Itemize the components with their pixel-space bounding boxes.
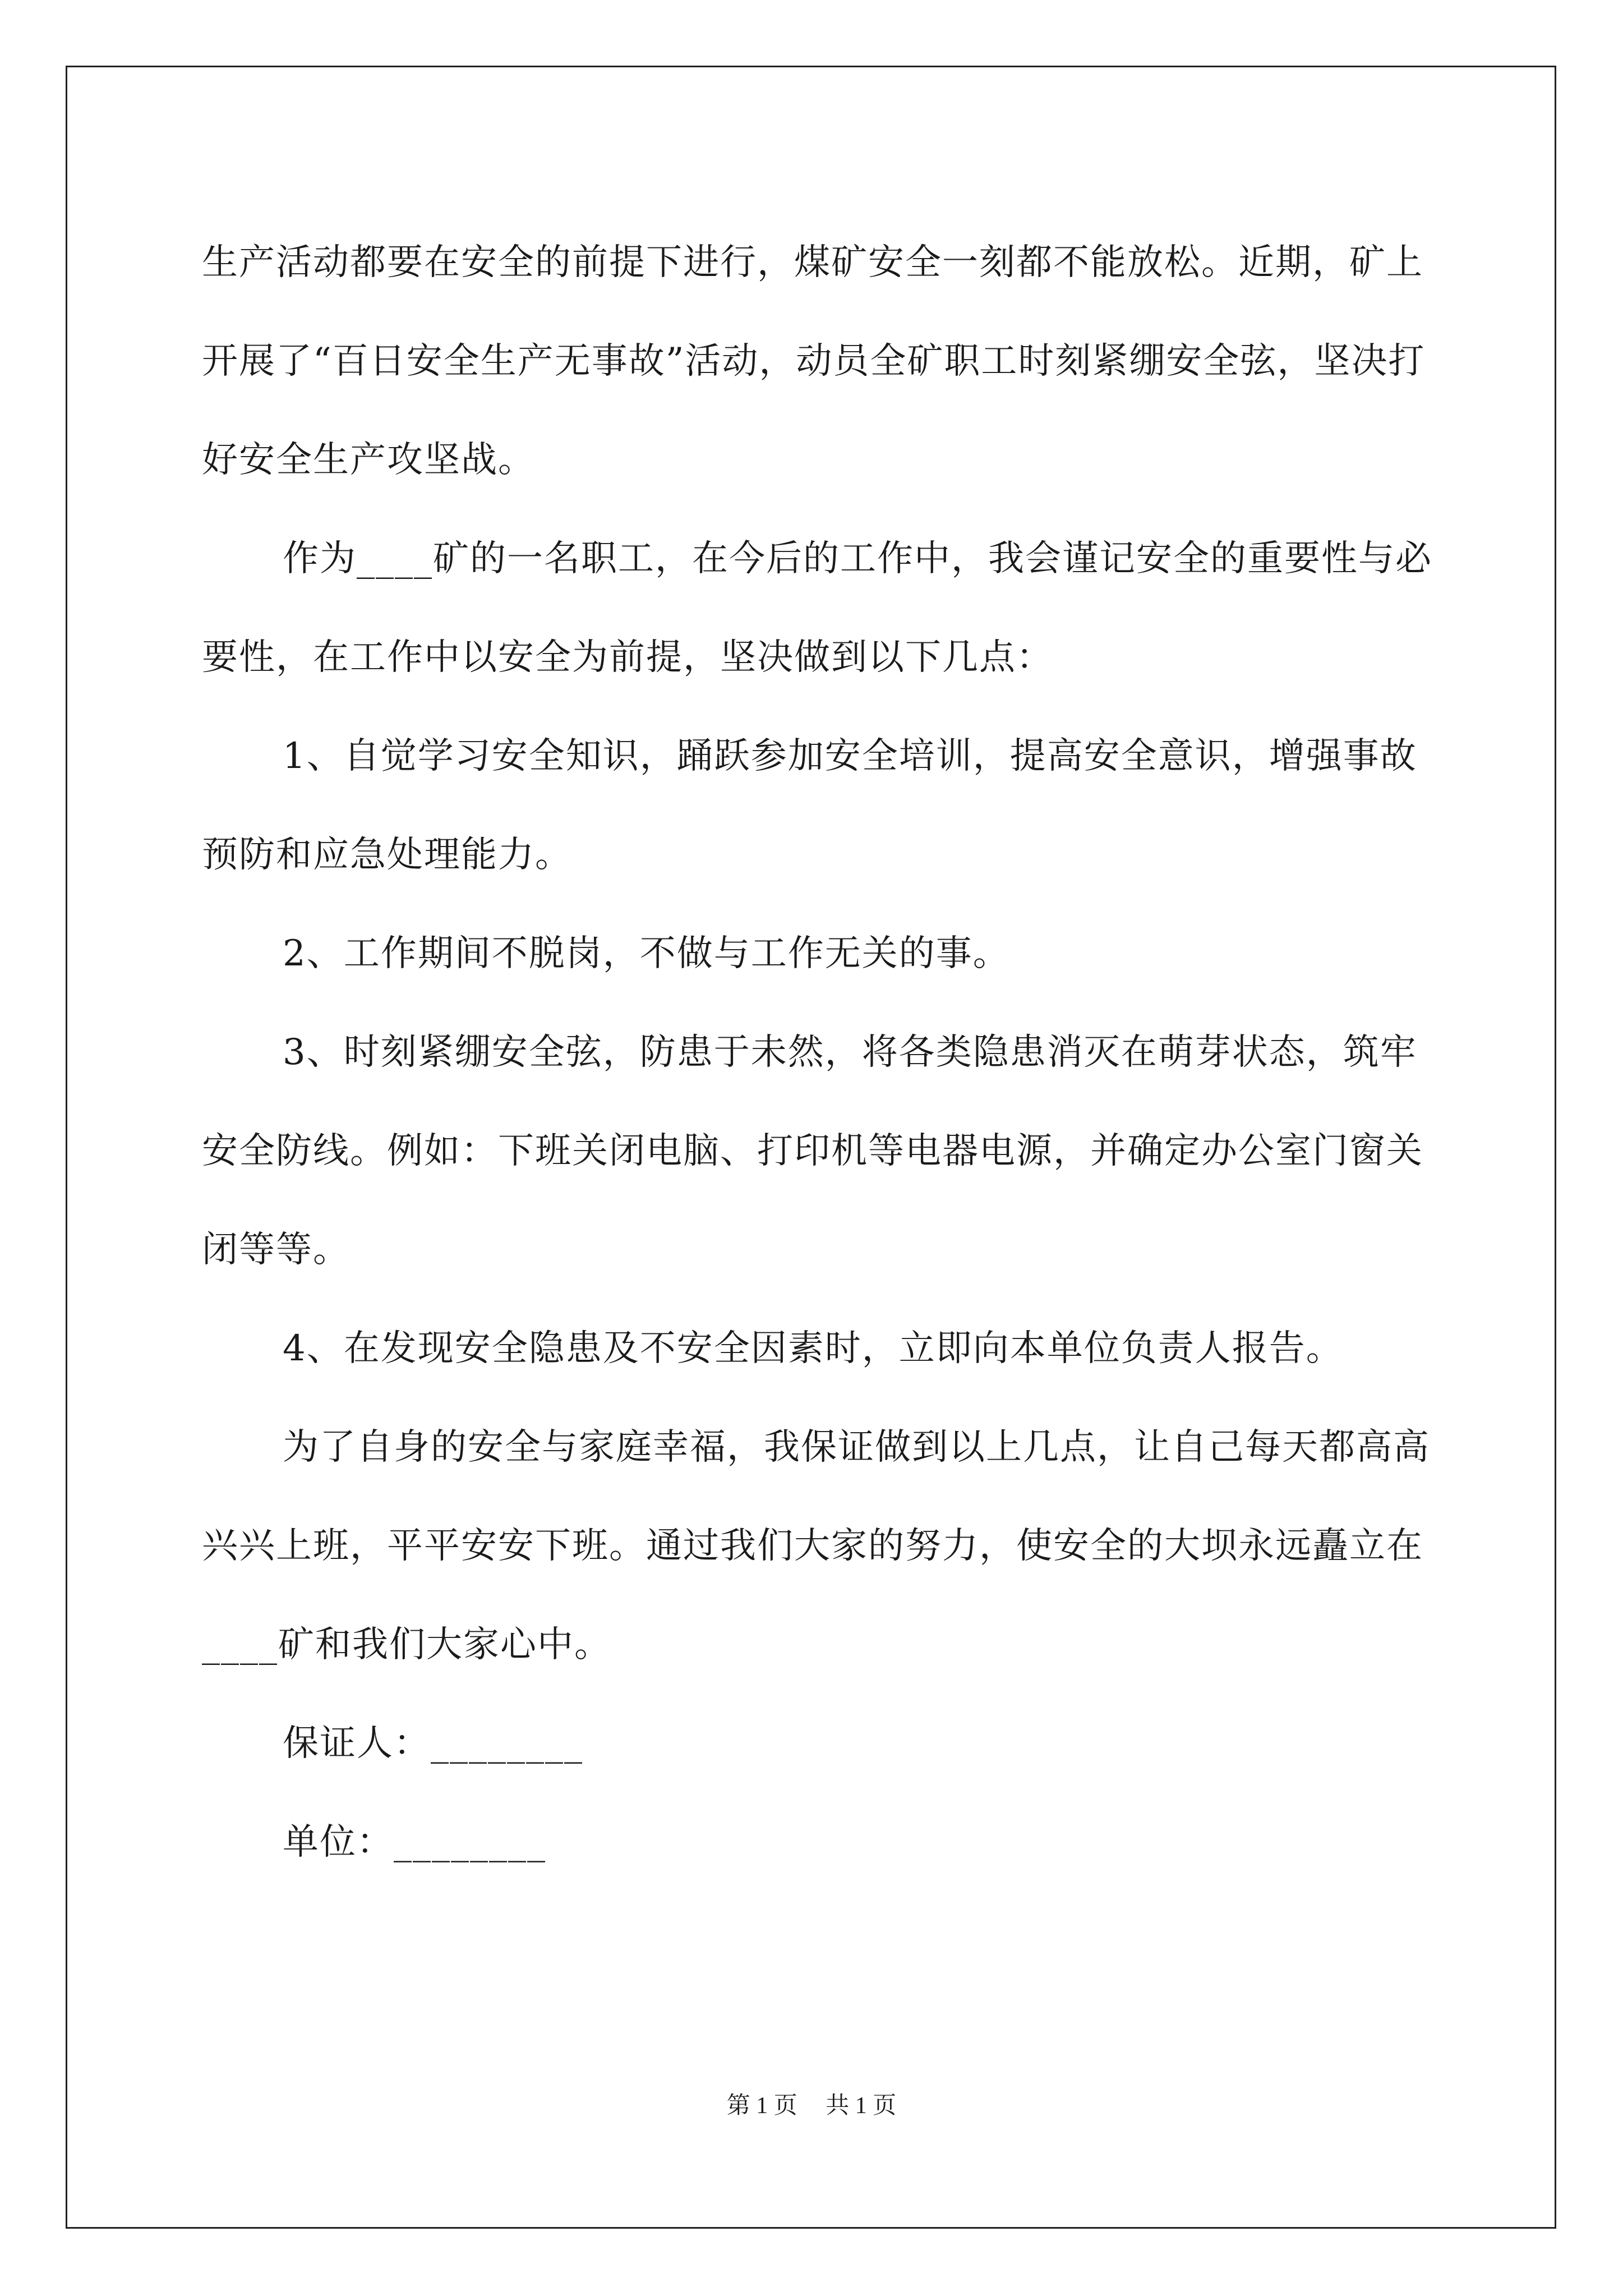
page-total: 共 1 页	[826, 2093, 897, 2119]
paragraph-6: 4、在发现安全隐患及不安全因素时，立即向本单位负责人报告。	[283, 1328, 1343, 1369]
page-number: 第 1 页	[726, 2093, 797, 2119]
unit-line: 单位：________	[283, 1821, 546, 1863]
paragraph-4: 2、工作期间不脱岗，不做与工作无关的事。	[283, 933, 1010, 974]
paragraph-5: 3、时刻紧绷安全弦，防患于未然，将各类隐患消灭在萌芽状态，筑牢安全防线。例如：下班关闭电脑、打印机等电器电源，并确定办公室门窗关闭等等。	[202, 1032, 1423, 1271]
paragraph-2: 作为____矿的一名职工，在今后的工作中，我会谨记安全的重要性与必要性，在工作中以安全为前提，坚决做到以下几点：	[202, 538, 1432, 678]
paragraph-3: 1、自觉学习安全知识，踊跃参加安全培训，提高安全意识，增强事故预防和应急处理能力。	[202, 735, 1417, 876]
paragraph-7: 为了自身的安全与家庭幸福，我保证做到以上几点，让自己每天都高高兴兴上班，平平安安下班。通过我们大家的努力，使安全的大坝永远矗立在____矿和我们大家心中。	[202, 1427, 1430, 1665]
page-footer	[0, 2089, 1623, 2123]
document-body	[202, 213, 1436, 1892]
paragraph-1: 生产活动都要在安全的前提下进行，煤矿安全一刻都不能放松。近期，矿上开展了“百日安全生产无事故”活动，动员全矿职工时刻紧绷安全弦，坚决打好安全生产攻坚战。	[202, 242, 1426, 481]
guarantor-line: 保证人：________	[283, 1723, 583, 1764]
